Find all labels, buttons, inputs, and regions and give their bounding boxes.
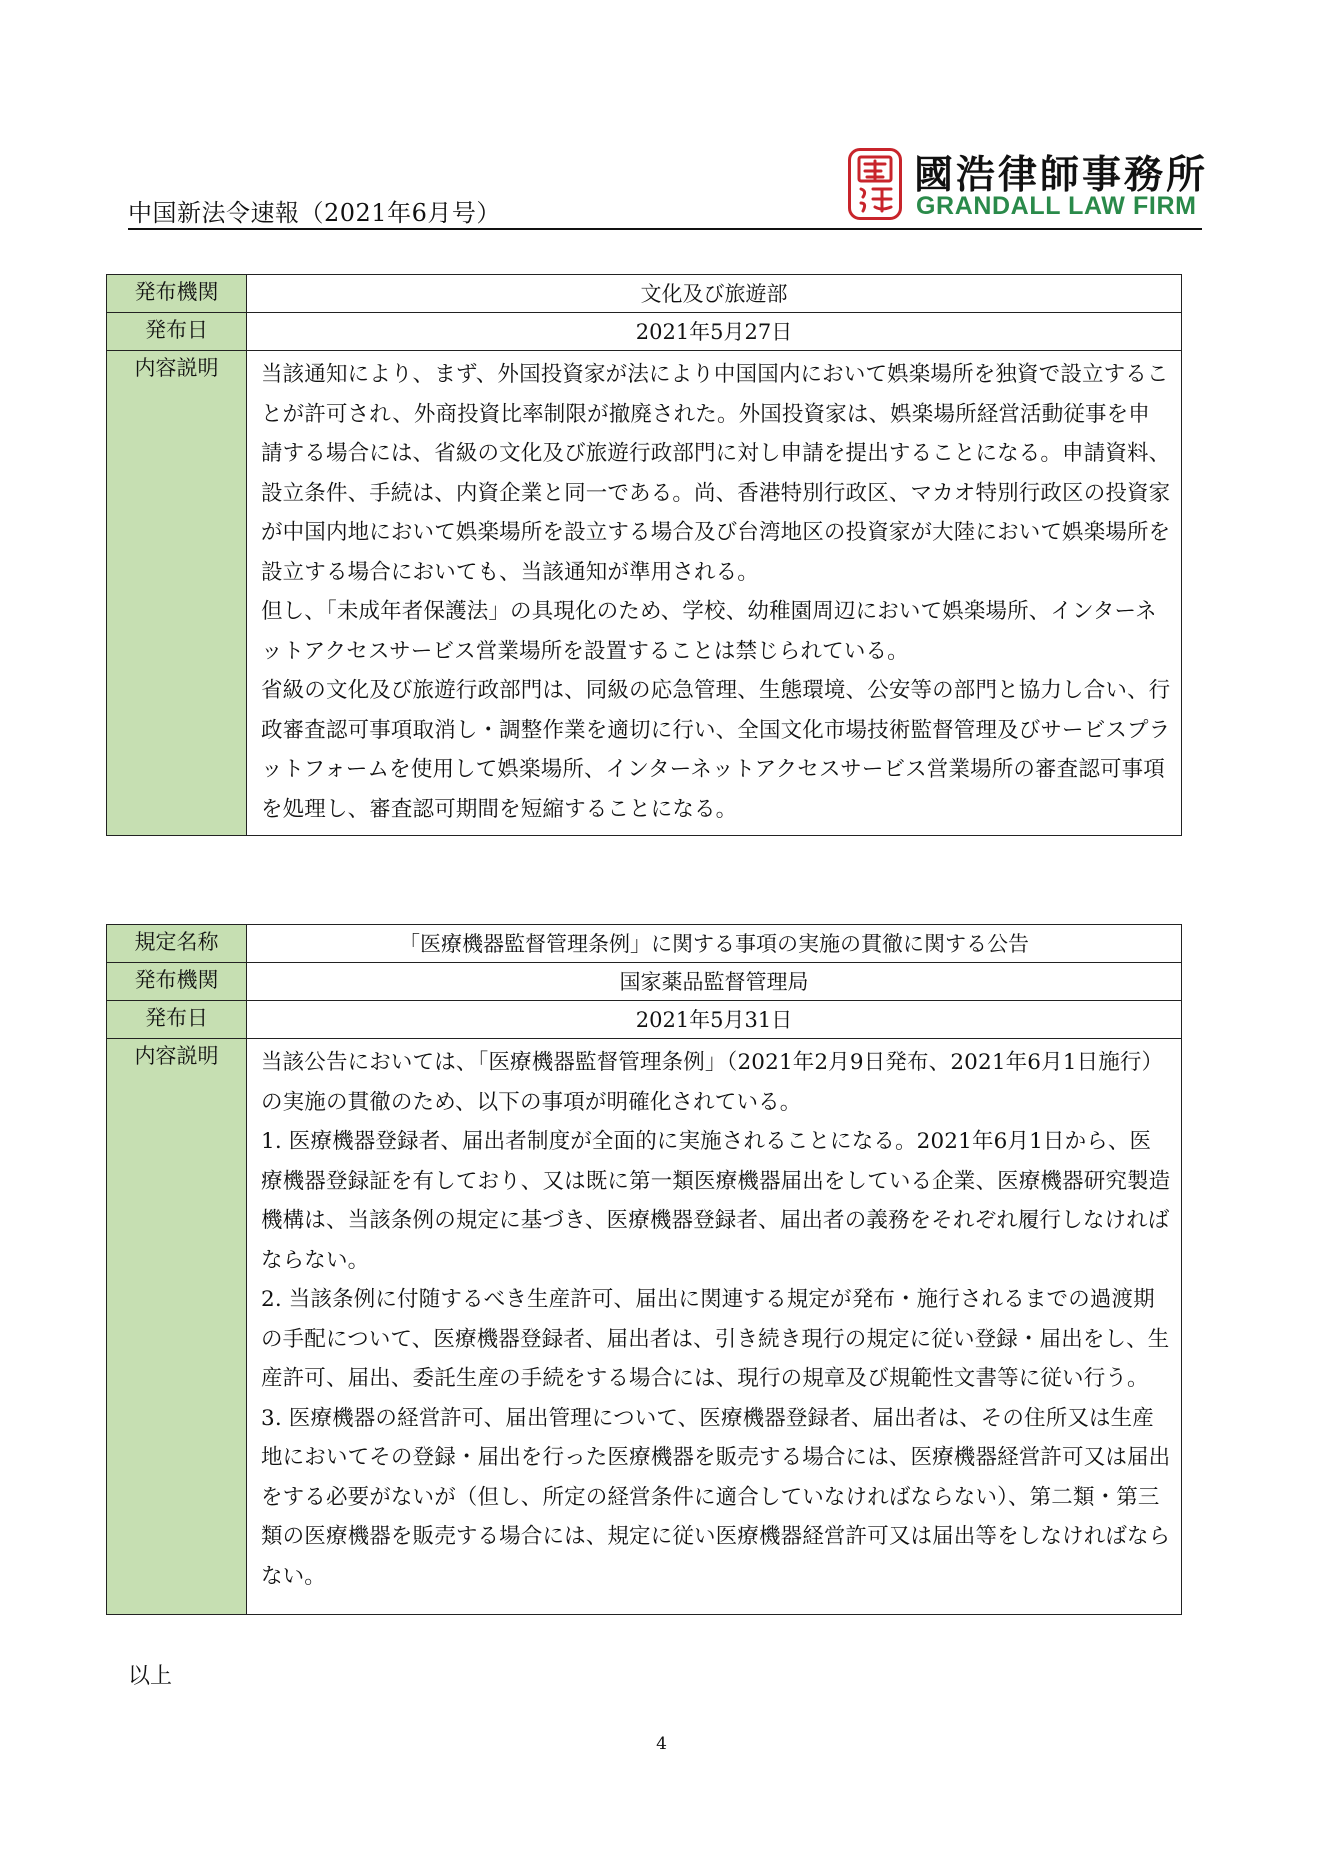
content-paragraph: 当該通知により、まず、外国投資家が法により中国国内において娯楽場所を独資で設立することが許可され、外商投資比率制限が撤廃された。外国投資家は、娯楽場所経営活動従事を申請する場合には、省級の文化及び旅遊行政部門に対し申請を提出することになる。申請資料、設立条件、手続は、内資企業と同一である。尚、香港特別行政区、マカオ特別行政区の投資家が中国内地において娯楽場所を設立する場合及び台湾地区の投資家が大陸において娯楽場所を設立する場合においても、当該通知が準用される。 — [261, 362, 1171, 585]
issuer-label: 発布機関 — [107, 963, 247, 1001]
table-row — [107, 1001, 1182, 1039]
date-label: 発布日 — [107, 1001, 247, 1039]
content-paragraph: 1. 医療機器登録者、届出者制度が全面的に実施されることになる。2021年6月1日から、医療機器登録証を有しており、又は既に第一類医療機器届出をしている企業、医療機器研究製造機構は、当該条例の規定に基づき、医療機器登録者、届出者の義務をそれぞれ履行しなければならない。 — [261, 1129, 1171, 1273]
content-body — [247, 351, 1182, 836]
content-body — [247, 1039, 1182, 1615]
name-label: 規定名称 — [107, 925, 247, 963]
table-row — [107, 313, 1182, 351]
name-value: 「医療機器監督管理条例」に関する事項の実施の貫徹に関する公告 — [247, 925, 1182, 963]
table-row — [107, 963, 1182, 1001]
issuer-value: 国家薬品監督管理局 — [247, 963, 1182, 1001]
logo-chinese-name: 國浩律師事務所 — [914, 153, 1209, 198]
regulation-table-medical-devices — [106, 924, 1182, 1615]
content-label: 内容説明 — [107, 351, 247, 836]
content-label: 内容説明 — [107, 1039, 247, 1615]
content-paragraph: 2. 当該条例に付随するべき生産許可、届出に関連する規定が発布・施行されるまでの過渡期の手配について、医療機器登録者、届出者は、引き続き現行の規定に従い登録・届出をし、生産許可、届出、委託生産の手続をする場合には、現行の規章及び規範性文書等に従い行う。 — [261, 1287, 1170, 1391]
content-paragraph: 3. 医療機器の経営許可、届出管理について、医療機器登録者、届出者は、その住所又は生産地においてその登録・届出を行った医療機器を販売する場合には、医療機器経営許可又は届出をする必要がないが（但し、所定の経営条件に適合していなければならない）、第二類・第三類の医療機器を販売する場合には、規定に従い医療機器経営許可又は届出等をしなければならない。 — [261, 1405, 1171, 1589]
logo-english-name: GRANDALL LAW FIRM — [916, 192, 1197, 220]
issuer-value: 文化及び旅遊部 — [247, 275, 1182, 313]
date-value: 2021年5月27日 — [247, 313, 1182, 351]
newsletter-title: 中国新法令速報（2021年6月号） — [128, 199, 501, 227]
content-paragraph: 但し、「未成年者保護法」の具現化のため、学校、幼稚園周辺において娯楽場所、インターネットアクセスサービス営業場所を設置することは禁じられている。 — [261, 599, 1157, 664]
table-row — [107, 1039, 1182, 1615]
content-paragraph: 当該公告においては、「医療機器監督管理条例」（2021年2月9日発布、2021年6月1日施行）の実施の貫徹のため、以下の事項が明確化されている。 — [261, 1050, 1164, 1115]
table-row — [107, 275, 1182, 313]
closing-remark: 以上 — [128, 1664, 173, 1689]
regulation-table-culture — [106, 274, 1182, 836]
firm-logo — [848, 146, 1209, 224]
seal-icon — [848, 148, 902, 220]
issuer-label: 発布機関 — [107, 275, 247, 313]
date-value: 2021年5月31日 — [247, 1001, 1182, 1039]
header-divider — [128, 228, 1202, 230]
date-label: 発布日 — [107, 313, 247, 351]
page-number: 4 — [656, 1734, 667, 1754]
content-paragraph: 省級の文化及び旅遊行政部門は、同級の応急管理、生態環境、公安等の部門と協力し合い、行政審査認可事項取消し・調整作業を適切に行い、全国文化市場技術監督管理及びサービスプラットフォームを使用して娯楽場所、インターネットアクセスサービス営業場所の審査認可事項を処理し、審査認可期間を短縮することになる。 — [261, 678, 1171, 822]
table-row — [107, 351, 1182, 836]
table-row — [107, 925, 1182, 963]
